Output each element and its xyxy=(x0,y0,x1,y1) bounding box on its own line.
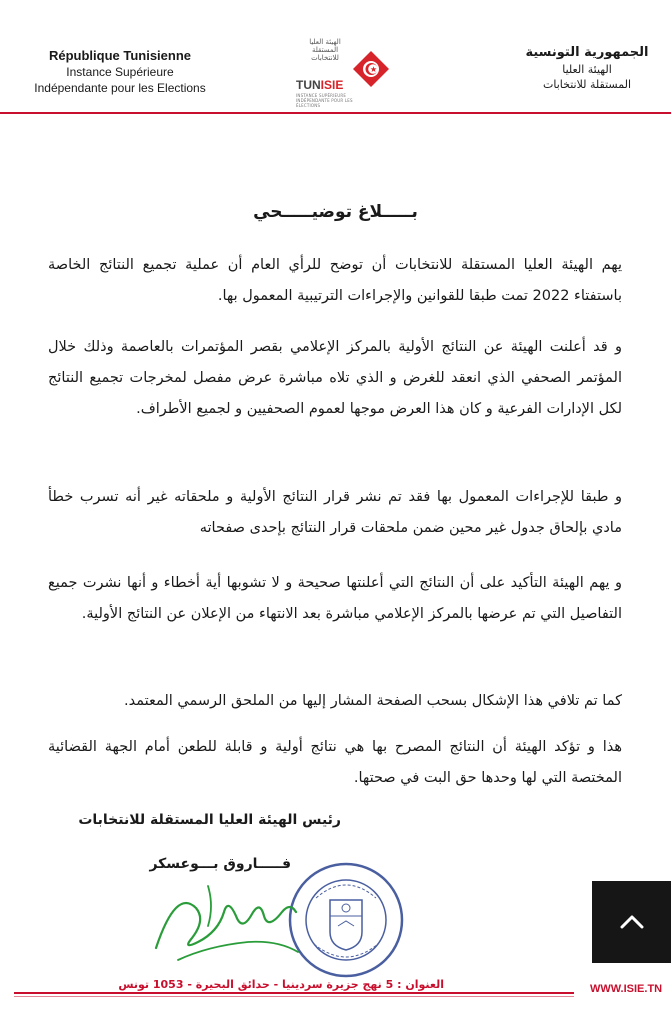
paragraph-5: كما تم تلافي هذا الإشكال بسحب الصفحة المشار إليها من الملحق الرسمي المعتمد. xyxy=(123,693,622,709)
paragraph-3: و طبقا للإجراءات المعمول بها فقد تم نشر قرار النتائج الأولية و ملحقاته غير أنه تسرب خطأ مادي بإلحاق جدول غير محين ضمن ملحقات قرار النتائج بإحدى صفحاته xyxy=(48,489,622,536)
footer-website: WWW.ISIE.TN xyxy=(590,983,663,995)
logo-brand xyxy=(296,78,343,92)
tunisia-flag-icon xyxy=(352,50,390,88)
header-french-line3: Indépendante pour les Elections xyxy=(34,81,206,95)
header-arabic-line1: الجمهورية التونسية xyxy=(525,45,649,60)
header-french xyxy=(20,48,220,96)
signatory-name: فـــــاروق بـــوعسكر xyxy=(149,856,291,872)
signatory-title: رئيس الهيئة العليا المستقلة للانتخابات xyxy=(78,812,341,828)
scroll-to-top-button[interactable] xyxy=(592,881,671,963)
paragraph-6: هذا و تؤكد الهيئة أن النتائج المصرح بها هي نتائج أولية و قابلة للطعن أمام الجهة القضائية المختصة التي لها وحدها حق البت في صحتها. xyxy=(48,739,622,786)
paragraph-1: يهم الهيئة العليا المستقلة للانتخابات أن توضح للرأي العام أن عملية تجميع النتائج الخاصة باستفتاء 2022 تمت طبقا للقوانين والإجراءات الترتيبية المعمول بها. xyxy=(48,257,622,304)
footer-address: العنوان : 5 نهج جزيرة سردينيا - حدائق البحيرة - 1053 تونس xyxy=(118,978,444,991)
paragraph-2: و قد أعلنت الهيئة عن النتائج الأولية بالمركز الإعلامي بقصر المؤتمرات بالعاصمة وذلك خلال المؤتمر الصحفي الذي انعقد للغرض و الذي تلاه مباشرة عرض مفصل لمخرجات تجميع النتائج لكل الإدارات الفرعية و كان هذا العرض موجها لعموم الصحفيين و لجميع الأطراف. xyxy=(48,339,622,417)
paragraph-4: و يهم الهيئة التأكيد على أن النتائج التي أعلنتها صحيحة و لا تشوبها أية أخطاء و أنها نشرت جميع التفاصيل التي تم عرضها بالمركز الإعلامي مباشرة بعد الانتهاء من الإعلان عن النتائج الأولية. xyxy=(48,575,622,622)
footer-divider xyxy=(14,992,574,994)
header-divider xyxy=(0,112,671,114)
header-french-line1: République Tunisienne xyxy=(48,48,192,63)
chevron-up-icon xyxy=(619,914,645,930)
logo-brand-prefix: TUN xyxy=(296,78,321,92)
footer-divider-thin xyxy=(14,996,574,997)
logo-brand-suffix: ISIE xyxy=(320,78,344,92)
header-arabic-line3: المستقلة للانتخابات xyxy=(542,78,632,91)
handwritten-signature xyxy=(148,868,308,968)
logo-subtitle: INSTANCE SUPÉRIEURE INDÉPENDANTE POUR LES ÉLECTIONS xyxy=(296,93,353,108)
header-french-line2: Instance Supérieure xyxy=(66,65,174,79)
logo-arabic-text: الهيئة العليا المستقلة للانتخابات xyxy=(309,38,341,62)
header-arabic xyxy=(517,44,657,92)
header-arabic-line2: الهيئة العليا xyxy=(562,63,612,76)
isie-logo xyxy=(296,38,392,108)
document-title: بـــــلاغ توضيـــــحي xyxy=(253,202,418,222)
